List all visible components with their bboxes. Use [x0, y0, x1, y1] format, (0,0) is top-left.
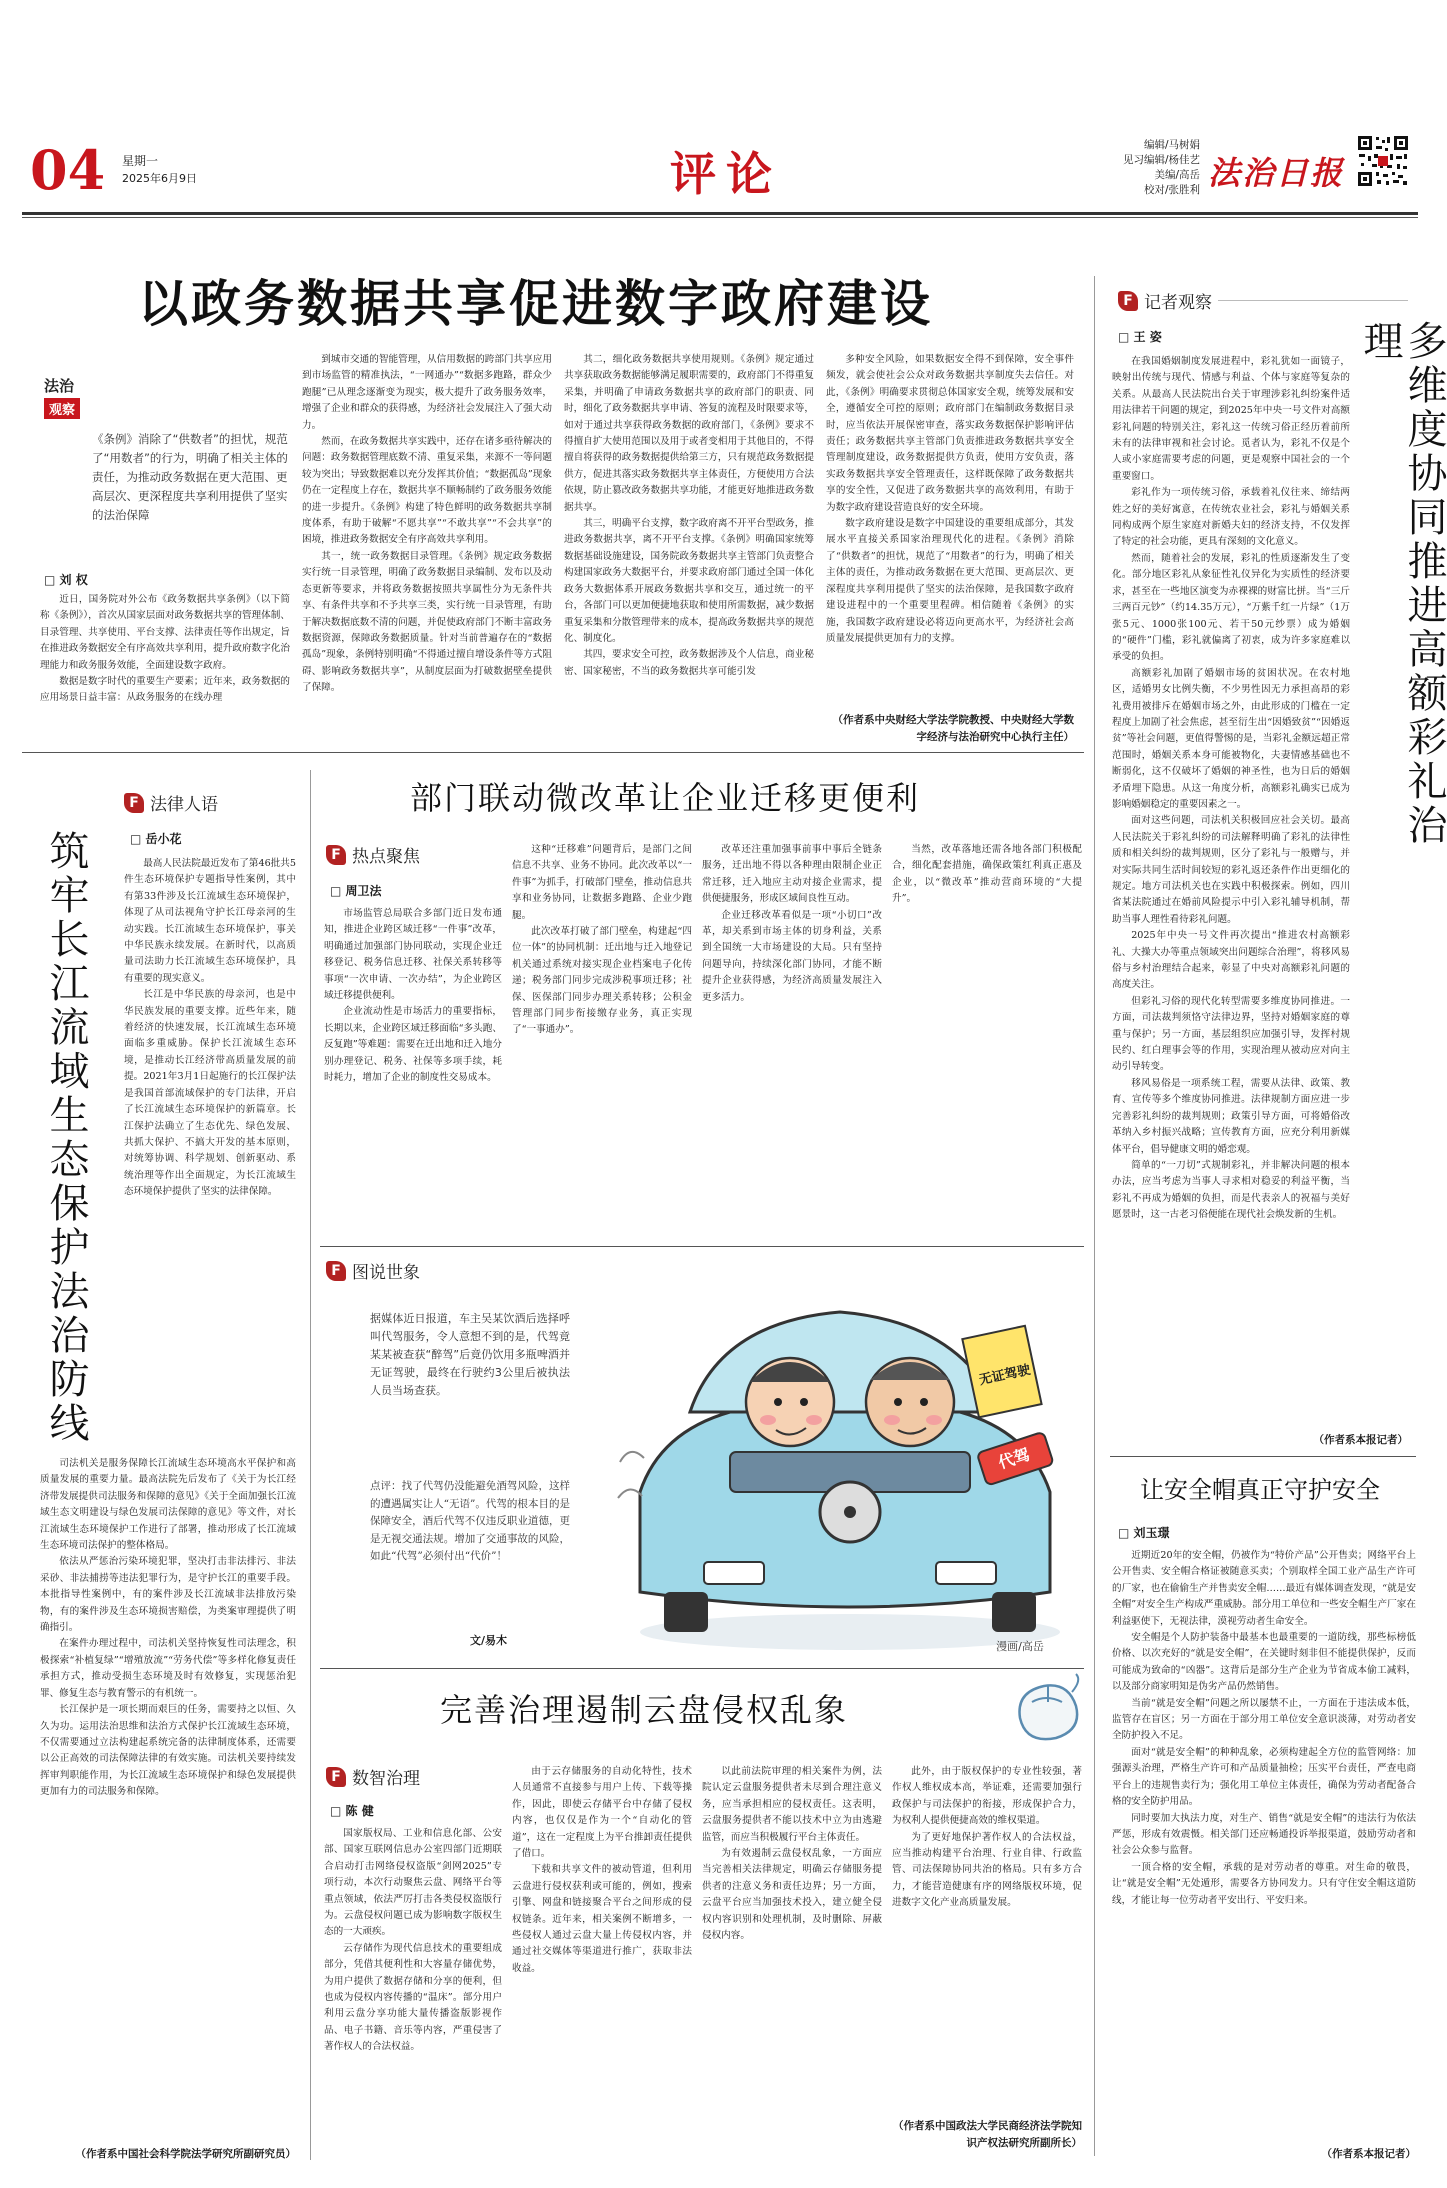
- paragraph: 此次改革打破了部门壁垒，构建起“四位一体”的协同机制：迁出地与迁入地登记机关通过系统对接实现企业档案电子化传递；税务部门同步完成涉税事项迁移；社保、医保部门同步办理关系转移；公积金管理部门同步衔接缴存业务，真正实现了“一事通办”。: [512, 926, 692, 1036]
- column-label-text: 热点聚焦: [352, 847, 420, 867]
- safety-headline: 让安全帽真正守护安全: [1140, 1476, 1380, 1504]
- column-label-text: 记者观察: [1144, 293, 1212, 313]
- editor-line: 见习编辑/杨佳艺: [1122, 154, 1200, 166]
- right-column-divider: [1094, 276, 1095, 2156]
- reporter-obs-signoff: （作者系本报记者）: [1313, 1434, 1408, 1446]
- lead-affiliation: （作者系中央财经大学法学院教授、中央财经大学数字经济与法治研究中心执行主任）: [832, 714, 1074, 743]
- paragraph: 到城市交通的智能管理，从信用数据的跨部门共享应用到市场监管的精准执法，“一网通办”“数据多跑路，群众少跑腿”已从理念逐渐变为现实，极大提升了政务服务效率，增强了企业和群众的获得感，为经济社会发展注入了强大动力。: [302, 354, 552, 431]
- paragraph: 当前“就是安全帽”问题之所以屡禁不止，一方面在于违法成本低，监管存在盲区；另一方面在于部分用工单位安全意识淡薄，对劳动者安全防护投入不足。: [1112, 1697, 1416, 1742]
- relocation-headline: 部门联动微改革让企业迁移更便利: [410, 779, 921, 817]
- paragraph: 但彩礼习俗的现代化转型需要多维度协同推进。一方面，司法裁判须恪守法律边界，坚持对婚姻家庭的尊重与保护；另一方面，基层组织应加强引导，发挥村规民约、红白理事会等的作用，实现治理从被动应对向主动引导转变。: [1112, 995, 1350, 1073]
- masthead-rule: [22, 212, 1418, 215]
- column-f-icon: F: [326, 1261, 346, 1281]
- reporter-obs-body: [1112, 354, 1350, 1360]
- label-rule: [1218, 300, 1408, 301]
- paragraph: 其二，细化政务数据共享使用规则。《条例》规定通过共享获取政务数据能够满足履职需要的，政府部门不得重复采集，并明确了申请政务数据共享的政府部门的职责、同时，细化了政务数据共享申请、答复的流程及时限要求等，如对于通过共享获得政务数据的政府部门，《条例》要求不得擅自扩大使用范围以及用于或者变相用于其他目的，不得擅自将获得的政务数据提供给第三方，只有规范政务数据提供方，促进其落实政务数据共享主体责任，方便使用方合法依规，防止篡改政务数据共享功能，才能更好地推进政务数据共享。: [564, 354, 814, 513]
- tag-top: 法治: [44, 377, 75, 395]
- column-f-icon: F: [326, 845, 346, 865]
- paragraph: 高额彩礼加剧了婚姻市场的贫困状况。在农村地区，适婚男女比例失衡，不少男性因无力承担高昂的彩礼费用被排斥在婚姻市场之外，由此形成的门槛在一定程度上加剧了社会焦虑，甚至衍生出“因婚致贫”“因婚返贫”等社会问题，更值得警惕的是，当彩礼金额远超正常范围时，婚姻关系本身可能被物化，夫妻情感基础也不断弱化，这不仅破坏了婚姻的神圣性，也为日后的婚姻矛盾埋下隐患。从这一角度分析，高额彩礼确实已成为影响婚姻稳定的重要因素之一。: [1112, 667, 1350, 810]
- yangtze-signoff: （作者系中国社会科学院法学研究所副研究员）: [75, 2148, 296, 2160]
- column-f-icon: F: [1118, 291, 1138, 311]
- paragraph: 其三，明确平台支撑，数字政府离不开平台型政务，推进政务数据共享，离不开平台支撑。《条例》明确国家统筹数据基础设施建设，国务院政务数据共享主管部门负责整合构建国家政务大数据平台，并要求政府部门通过全国一体化政务大数据体系开展政务数据共享和交互，通过统一的平台，各部门可以更加便捷地获取和使用所需数据，减少数据重复采集和分散管理带来的成本，提高政务数据共享的规范化、制度化。: [564, 518, 814, 644]
- masthead: [0, 140, 1440, 210]
- weekday: 星期一: [122, 154, 159, 168]
- cloud-affiliation: （作者系中国政法大学民商经济法学院知识产权法研究所副所长）: [893, 2120, 1082, 2149]
- issue-date: 2025年6月9日: [122, 172, 197, 185]
- paragraph: 然而，随着社会的发展，彩礼的性质逐渐发生了变化。部分地区彩礼从象征性礼仪异化为实质性的经济要求，甚至在一些地区演变为赤裸裸的财富比拼。当“三斤三两百元钞”（约14.35万元），“万紫千红一片绿”（1万张5元、1000张100元、若干50元纱票）成为婚姻的“硬件”门槛，彩礼就偏离了初衷，成为许多家庭难以承受的负担。: [1112, 552, 1350, 663]
- cloud-author: □ 陈 健: [330, 1804, 374, 1818]
- paragraph: 这种“迁移难”问题背后，是部门之间信息不共享、业务不协同。此次改革以“一件事”为抓手，打破部门壁垒，推动信息共享和业务协同，让数据多跑路、企业少跑腿。: [512, 844, 692, 921]
- cloud-col-4: [892, 1764, 1082, 2114]
- paragraph: 数据是数字时代的重要生产要素；近年来，政务数据的应用场景日益丰富：从政务服务的在线办理: [40, 676, 290, 704]
- cartoon-label: [326, 1258, 476, 1283]
- paragraph: 下载和共享文件的被动管道，但利用云盘进行侵权获利或可能的，例如，搜索引擎、网盘和链接聚合平台之间形成的侵权链条。近年来，相关案例不断增多，一些侵权人通过云盘大量上传侵权内容，并通过社交媒体等渠道进行推广，获取非法收益。: [512, 1864, 692, 1974]
- paragraph: 企业迁移改革看似是一项“小切口”改革，却关系到市场主体的切身利益，关系到全国统一大市场建设的大局。只有坚持问题导向，持续深化部门协同，才能不断提升企业获得感，为经济高质量发展注入更多活力。: [702, 909, 882, 1003]
- mouse-icon: [1010, 1672, 1086, 1748]
- paper-name-logo: 法治日报: [1208, 154, 1345, 192]
- relocation-author: □ 周卫法: [330, 884, 382, 898]
- paragraph: 近日，国务院对外公布《政务数据共享条例》（以下简称《条例》），首次从国家层面对政务数据共享的管理体制、目录管理、共享使用、平台支撑、法律责任等作出规定，旨在推进政务数据安全有序高效共享利用，提升政府数字化治理能力和政务服务效能，全面建设数字政府。: [40, 594, 290, 671]
- paragraph: 简单的“一刀切”式规制彩礼，并非解决问题的根本办法，应当考虑为当事人寻求相对稳妥的利益平衡，当彩礼不再成为婚姻的负担，而是代表亲人的祝福与美好愿景时，这一古老习俗便能在现代社会焕发新的生机。: [1112, 1159, 1350, 1221]
- paragraph: 企业流动性是市场活力的重要指标，长期以来，企业跨区域迁移面临“多头跑、反复跑”等难题：需要在迁出地和迁入地分别办理登记、税务、社保等多项手续，耗时耗力，增加了企业的制度性交易成本。: [324, 1006, 502, 1084]
- drunk-driving-cartoon: [600, 1262, 1084, 1658]
- paragraph: 云存储作为现代信息技术的重要组成部分，凭借其便利性和大容量存储优势，为用户提供了数据存储和分享的便利，但也成为侵权内容传播的“温床”。部分用户利用云盘分享功能大量传播盗版影视作品、电子书籍、音乐等内容，严重侵害了著作权人的合法权益。: [324, 1942, 502, 2053]
- paragraph: 在案件办理过程中，司法机关坚持恢复性司法理念，积极探索“补植复绿”“增殖放流”“劳务代偿”等多样化修复责任承担方式，推动受损生态环境及时有效修复，实现惩治犯罪、修复生态与教育警示的有机统一。: [40, 1638, 296, 1699]
- editor-credits: [1090, 138, 1200, 198]
- lead-column-4: [826, 352, 1074, 712]
- page-number: 04: [30, 138, 106, 202]
- paragraph: 为了更好地保护著作权人的合法权益，应当推动构建平台治理、行业自律、行政监管、司法保障协同共治的格局。只有多方合力，才能营造健康有序的网络版权环境，促进数字文化产业高质量发展。: [892, 1831, 1082, 1909]
- paragraph: 其一，统一政务数据目录管理。《条例》规定政务数据实行统一目录管理，明确了政务数据目录编制、发布以及动态更新等要求，并将政务数据按照共享属性分为无条件共享、有条件共享和不予共享三类，实行统一目录管理，有助于解决数据底数不清的问题，并促使政府部门不断丰富政务数据资源，保障政务数据质量。针对当前普遍存在的“数据孤岛”现象，条例特别明确“不得通过擅自增设条件等方式阻碍、影响政务数据共享”，从制度层面为打破数据壁垒提供了保障。: [302, 550, 552, 694]
- column-f-icon: F: [326, 1767, 346, 1787]
- lead-summary: 《条例》消除了“供数者”的担忧，规范了“用数者”的行为，明确了相关主体的责任，为推动政务数据在更大范围、更高层次、更深程度共享利用提供了坚实的法治保障: [92, 432, 288, 522]
- paragraph: 以此前法院审理的相关案件为例，法院认定云盘服务提供者未尽到合理注意义务，应当承担相应的侵权责任。这表明，云盘服务提供者不能以技术中立为由逃避监管，而应当积极履行平台主体责任。: [702, 1766, 882, 1843]
- paragraph: 安全帽是个人防护装备中最基本也最重要的一道防线，那些标榜低价格、以次充好的“就是安全帽”，在关键时刻非但不能提供保护，反而可能成为致命的“凶器”。这背后是部分生产企业为节省成本偷工减料，以及部分商家明知是伪劣产品仍然销售。: [1112, 1632, 1416, 1693]
- yangtze-label: [124, 790, 284, 815]
- editor-line: 校对/张胜利: [1143, 184, 1200, 196]
- safety-signoff: （作者系本报记者）: [1321, 2148, 1416, 2160]
- editor-line: 编辑/马树娟: [1143, 139, 1200, 151]
- lead-column-3: [564, 352, 814, 744]
- yangtze-title: 筑牢长江流域生态保护法治防线: [43, 830, 89, 1446]
- section-title: 评论: [670, 147, 782, 201]
- tag-bottom: 观察: [44, 398, 80, 419]
- paragraph: 司法机关是服务保障长江流域生态环境高水平保护和高质量发展的重要力量。最高法院先后发布了《关于为长江经济带发展提供司法服务和保障的意见》《关于全面加强长江流域生态文明建设与绿色发展司法保障的意见》等文件，对长江流域生态环境保护工作进行了部署，推动形成了长江流域生态环境司法保护的整体格局。: [40, 1458, 296, 1552]
- relocation-col-3: [702, 842, 882, 1236]
- cartoon-bottom-rule: [320, 1668, 1084, 1669]
- cartoon-comment: 点评：找了代驾仍没能避免酒驾风险，这样的遭遇属实让人“无语”。代驾的根本目的是保障安全，酒后代驾不仅违反职业道德，更是无视交通法规。增加了交通事故的风险，如此“代驾”必须付出“代价”！: [370, 1480, 570, 1562]
- paragraph: 同时要加大执法力度，对生产、销售“就是安全帽”的违法行为依法严惩，形成有效震慑。相关部门还应畅通投诉举报渠道，鼓励劳动者和社会公众参与监督。: [1112, 1812, 1416, 1857]
- right-mid-rule: [1110, 1456, 1416, 1457]
- paragraph: 在我国婚姻制度发展进程中，彩礼犹如一面镜子，映射出传统与现代、情感与利益、个体与家庭等复杂的关系。从最高人民法院出台关于审理涉彩礼纠纷案件适用法律若干问题的规定，到2025年中央一号文件对高额彩礼问题的特别关注，彩礼这一传统习俗正经历着前所未有的法律审视和社会讨论。觅者认为，彩礼不仅是个人或小家庭需要考虑的问题，更是观察中国社会的一个重要窗口。: [1112, 356, 1350, 482]
- cloud-col-1: [324, 1826, 502, 2158]
- paragraph: 2025年中央一号文件再次提出“推进农村高额彩礼、大操大办等重点领域突出问题综合治理”，将移风易俗与乡村治理结合起来，彰显了中央对高额彩礼问题的高度关注。: [1112, 930, 1350, 991]
- paragraph: 市场监管总局联合多部门近日发布通知，推进企业跨区域迁移“一件事”改革，明确通过加强部门协同联动，实现企业迁移登记、税务信息迁移、社保关系转移等事项“一次申请、一次办结”，为企业跨区域迁移提供便利。: [324, 908, 502, 1002]
- reporter-obs-title: 多维度协同推进高额彩礼治理: [1357, 320, 1447, 848]
- yangtze-author: □ 岳小花: [130, 832, 182, 846]
- qr-code[interactable]: [1356, 134, 1410, 188]
- column-label-text: 数智治理: [352, 1769, 420, 1789]
- safety-body: [1112, 1548, 1416, 2142]
- paragraph: 移风易俗是一项系统工程，需要从法律、政策、教育、宣传等多个维度协同推进。法律规制方面应进一步完善彩礼纠纷的裁判规则；政策引导方面，可将婚俗改革纳入乡村振兴战略；宣传教育方面，应充分利用新媒体平台，倡导健康文明的婚恋观。: [1112, 1077, 1350, 1155]
- paragraph: 一顶合格的安全帽，承载的是对劳动者的尊重。对生命的敬畏，让“就是安全帽”无处遁形，需要各方协同发力。只有守住安全帽这道防线，才能让每一位劳动者平安出行、平安归来。: [1112, 1861, 1416, 1906]
- paragraph: 多种安全风险，如果数据安全得不到保障，安全事件频发，就会使社会公众对政务数据共享制度失去信任。对此，《条例》明确要求贯彻总体国家安全观，统筹发展和安全，遵循安全可控的原则；政府部门在编制政务数据目录时，应当依法开展保密审查，落实政务数据保护影响评估责任；政务数据共享主管部门负责推进政务数据共享安全管理制度建设，政务数据提供方负责，使用方安负责，落实政务数据共享安全管理责任，这样既保障了政务数据共享的安全性，又促进了政务数据共享的高效利用，有助于为数字政府建设营造良好的安全环境。: [826, 354, 1074, 513]
- paragraph: 彩礼作为一项传统习俗，承载着礼仪往来、缔结两姓之好的美好寓意，在传统农业社会，彩礼与婚姻关系同构成两个原生家庭对新婚夫妇的经济支持，不仅发挥了特定的社会功能，更具有深刻的文化意义。: [1112, 487, 1350, 548]
- cloud-col-2: [512, 1764, 692, 2158]
- column-f-icon: F: [124, 793, 144, 813]
- paragraph: 然而，在政务数据共享实践中，还存在诸多亟待解决的问题：政务数据管理底数不清、重复采集，来源不一等问题较为突出；导致数据难以充分发挥其价值；“数据孤岛”现象仍在一定程度上存在，数据共享不顺畅制约了政务服务效能的进一步提升。《条例》构建了特色鲜明的政务数据共享制度体系，有助于破解“不愿共享”“不敢共享”“不会共享”的困境，推进政务数据安全有序高效共享利用。: [302, 436, 552, 546]
- cloud-headline: 完善治理遏制云盘侵权乱象: [440, 1691, 849, 1729]
- paragraph: 由于云存储服务的自动化特性，技术人员通常不直接参与用户上传、下载等操作，因此，即使云存储平台中存储了侵权内容，也仅仅是作为一个“自动化的管道”，这在一定程度上为平台推卸责任提供了借口。: [512, 1766, 692, 1860]
- paragraph: 最高人民法院最近发布了第46批共5件生态环境保护专题指导性案例，其中有第33件涉及长江流域生态环境保护，体现了从司法视角守护长江母亲河的生动实践。长江流域生态环境保护，事关中华民族永续发展。在新时代，以高质量司法助力长江流域生态环境保护，具有重要的现实意义。: [124, 858, 296, 984]
- paragraph: 改革还注重加强事前事中事后全链条服务，迁出地不得以各种理由限制企业正常迁移，迁入地应主动对接企业需求，提供便捷服务，形成区域间良性互动。: [702, 844, 882, 905]
- lead-column-2: [302, 352, 552, 744]
- yangtze-body-top: [124, 856, 296, 1450]
- masthead-rule-thin: [22, 217, 1418, 218]
- cartoon-author: 文/易木: [470, 1634, 508, 1647]
- relocation-bottom-rule: [320, 1246, 1084, 1247]
- reporter-obs-label: [1118, 288, 1408, 313]
- cloud-label: [326, 1764, 476, 1789]
- paragraph: 为有效遏制云盘侵权乱象，一方面应当完善相关法律规定，明确云存储服务提供者的注意义务和责任边界；另一方面，云盘平台应当加强技术投入，建立健全侵权内容识别和处理机制，及时删除、屏蔽侵权内容。: [702, 1848, 882, 1942]
- yangtze-body-bottom: [40, 1456, 296, 2136]
- editor-line: 美编/高岳: [1154, 169, 1200, 181]
- relocation-label: [326, 842, 476, 867]
- cloud-col-3: [702, 1764, 882, 2158]
- cartoon-art-credit: 漫画/高岳: [996, 1640, 1044, 1653]
- paragraph: 此外，由于版权保护的专业性较强，著作权人维权成本高，举证难，还需要加强行政保护与司法保护的衔接，形成保护合力，为权利人提供便捷高效的维权渠道。: [892, 1766, 1082, 1827]
- reporter-obs-author: □ 王 姿: [1118, 330, 1162, 344]
- relocation-col-2: [512, 842, 692, 1236]
- paragraph: 面对“就是安全帽”的种种乱象，必须构建起全方位的监管网络：加强源头治理，严格生产许可和产品质量抽检；压实平台责任，严查电商平台上的违规售卖行为；强化用工单位主体责任，确保为劳动者配备合格的安全防护用品。: [1112, 1746, 1416, 1808]
- cartoon-caption: 据媒体近日报道，车主吴某饮酒后选择呼叫代驾服务，令人意想不到的是，代驾竟某某被查获“醉驾”后竟仍饮用多瓶啤酒并无证驾驶，最终在行驶约3公里后被执法人员当场查获。: [370, 1312, 570, 1397]
- paragraph: 其四，要求安全可控，政务数据涉及个人信息，商业秘密、国家秘密，不当的政务数据共享可能引发: [564, 649, 814, 677]
- lead-author: □ 刘 权: [44, 573, 88, 587]
- relocation-col-1: [324, 906, 502, 1236]
- paragraph: 依法从严惩治污染环境犯罪，坚决打击非法排污、非法采砂、非法捕捞等违法犯罪行为，是守护长江的重要手段。本批指导性案例中，有的案件涉及长江流域非法排放污染物，有的案件涉及生态环境损害赔偿，为类案审理提供了明确指引。: [40, 1556, 296, 1634]
- paragraph: 长江保护是一项长期而艰巨的任务，需要持之以恒、久久为功。运用法治思维和法治方式保护长江流域生态环境，不仅需要通过立法构建起系统完备的法律制度体系，还需要以公正高效的司法保障法律的有效实施。司法机关要持续发挥审判职能作用，为长江流域生态环境保护和绿色发展提供更加有力的司法服务和保障。: [40, 1704, 296, 1798]
- column-label-text: 图说世象: [352, 1263, 420, 1283]
- paragraph: 当然，改革落地还需各地各部门积极配合，细化配套措施，确保政策红利真正惠及企业，以“微改革”推动营商环境的“大提升”。: [892, 844, 1082, 905]
- paragraph: 国家版权局、工业和信息化部、公安部、国家互联网信息办公室四部门近期联合启动打击网络侵权盗版“剑网2025”专项行动，本次行动聚焦云盘、网络平台等重点领域，依法严厉打击各类侵权盗版行为。云盘侵权问题已成为影响数字版权生态的一大顽疾。: [324, 1828, 502, 1938]
- sign-designated-driver: 代驾: [995, 1444, 1033, 1473]
- lead-headline: 以政务数据共享促进数字政府建设: [138, 275, 933, 333]
- paragraph: 长江是中华民族的母亲河，也是中华民族发展的重要支撑。近些年来，随着经济的快速发展，长江流域生态环境面临多重威胁。保护长江流域生态环境，是推动长江经济带高质量发展的前提。2021年3月1日起施行的长江保护法是我国首部流域保护的专门法律，开启了长江流域生态环境保护的新篇章。长江保护法确立了生态优先、绿色发展、共抓大保护、不搞大开发的基本原则，对统筹协调、科学规划、创新驱动、系统治理等作出全面规定，为长江流域生态环境保护提供了坚实的法律保障。: [124, 989, 296, 1198]
- paragraph: 近期近20年的安全帽，仍被作为“特价产品”公开售卖；网络平台上公开售卖、安全帽合格证被随意买卖；个别取样全国工业产品生产许可的厂家，也在偷偷生产并售卖安全帽……最近有媒体调查发现，“就是安全帽”对安全生产构成严重威胁。部分用工单位和一些安全帽生产厂家在利益驱使下，无视法律，漠视劳动者生命安全。: [1112, 1550, 1416, 1627]
- left-column-divider: [310, 770, 311, 2160]
- sign-no-license: 无证驾驶: [977, 1362, 1032, 1389]
- column-label-text: 法律人语: [150, 795, 218, 815]
- lead-column-tag: [44, 376, 104, 426]
- cartoon-illustration: [600, 1262, 1084, 1658]
- safety-author: □ 刘玉璟: [1118, 1526, 1170, 1540]
- paragraph: 数字政府建设是数字中国建设的重要组成部分，其发展水平直接关系国家治理现代化的进程。《条例》消除了“供数者”的担忧，规范了“用数者”的行为，明确了相关主体的责任，为推动政务数据在更大范围、更高层次、更深程度共享利用提供了坚实的法治保障，是我国数字政府建设进程中的一个重要里程碑。相信随着《条例》的实施，我国数字政府建设必将迈向更高水平，为经济社会高质量发展提供更加有力的支撑。: [826, 518, 1074, 644]
- paragraph: 面对这些问题，司法机关积极回应社会关切。最高人民法院关于彩礼纠纷的司法解释明确了彩礼的法律性质和相关纠纷的裁判规则，区分了彩礼与一般赠与，并对实际共同生活时间较短的彩礼返还条件作出更细化的规定。地方司法机关也在实践中积极探索。例如，四川省某法院通过在婚前风险提示中引入彩礼辅导机制，帮助当事人理性看待彩礼问题。: [1112, 815, 1350, 925]
- relocation-col-4: [892, 842, 1082, 1236]
- lead-column-1: [40, 592, 290, 742]
- lead-bottom-rule: [22, 752, 1084, 753]
